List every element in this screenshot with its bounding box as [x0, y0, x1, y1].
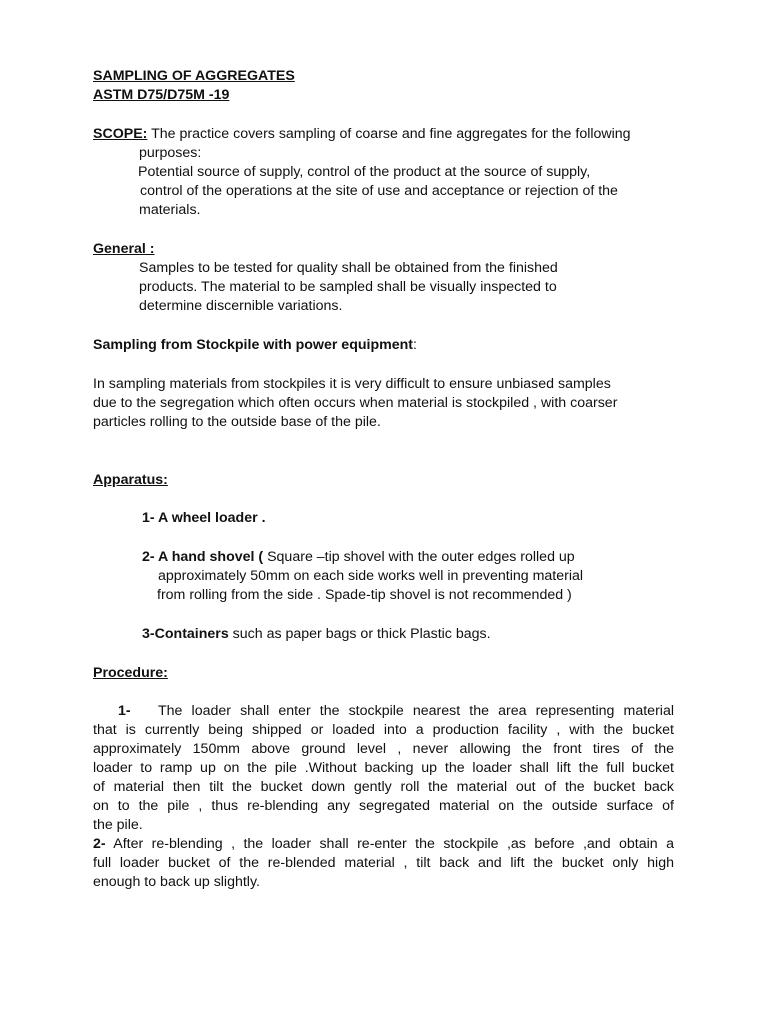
standard-reference: ASTM D75/D75M -19	[93, 87, 230, 103]
apparatus-item-2	[142, 548, 575, 567]
apparatus-item-2-text: from rolling from the side . Spade-tip shovel is not recommended )	[157, 587, 572, 603]
apparatus-item-3-label: 3-Containers	[142, 626, 229, 642]
procedure-step-1-number: 1-	[118, 703, 131, 719]
procedure-step-2-text: full loader bucket of the re-blended material , tilt back and lift the bucket only high	[93, 855, 674, 871]
stockpile-text: In sampling materials from stockpiles it is very difficult to ensure unbiased samples	[93, 376, 611, 392]
procedure-step-2-number: 2-	[93, 836, 106, 852]
procedure-step-1-text: of material then tilt the bucket down gently roll the material out of the bucket back	[93, 779, 674, 795]
apparatus-item-2-label: 2- A hand shovel (	[142, 549, 264, 565]
stockpile-text: due to the segregation which often occurs when material is stockpiled , with coarser	[93, 395, 618, 411]
apparatus-item-3-text: such as paper bags or thick Plastic bags.	[228, 626, 491, 642]
general-heading: General :	[93, 241, 155, 257]
procedure-heading: Procedure:	[93, 665, 168, 681]
scope-text: materials.	[139, 202, 201, 218]
general-text: determine discernible variations.	[139, 298, 343, 314]
general-text: Samples to be tested for quality shall be obtained from the finished	[139, 260, 558, 276]
procedure-step-2-text: enough to back up slightly.	[93, 874, 260, 890]
scope-text: purposes:	[139, 145, 202, 161]
scope-text: The practice covers sampling of coarse and fine aggregates for the following	[147, 126, 631, 142]
general-text: products. The material to be sampled shall be visually inspected to	[139, 279, 557, 295]
procedure-step-1-text: approximately 150mm above ground level , never allowing the front tires of the	[93, 741, 674, 757]
procedure-step-2-text: After re-blending , the loader shall re-enter the stockpile ,as before ,and obtain a	[105, 836, 674, 852]
stockpile-text: particles rolling to the outside base of the pile.	[93, 414, 381, 430]
scope-text: Potential source of supply, control of the product at the source of supply,	[138, 164, 591, 180]
scope-heading: SCOPE:	[93, 126, 148, 142]
scope-text: control of the operations at the site of use and acceptance or rejection of the	[140, 183, 618, 199]
document-title: SAMPLING OF AGGREGATES	[93, 68, 295, 84]
apparatus-item-1: 1- A wheel loader .	[142, 510, 266, 526]
procedure-step-2-first-line	[93, 835, 674, 854]
procedure-step-1-text: the pile.	[93, 817, 143, 833]
stockpile-heading-colon: :	[413, 337, 417, 353]
apparatus-heading: Apparatus:	[93, 472, 168, 488]
apparatus-item-3	[142, 625, 491, 644]
stockpile-heading	[93, 336, 417, 355]
procedure-step-1-text: that is currently being shipped or loaded into a production facility , with the bucket	[93, 722, 674, 738]
scope-first-line	[93, 125, 631, 144]
apparatus-item-2-text: Square –tip shovel with the outer edges rolled up	[263, 549, 575, 565]
procedure-step-1-text: on to the pile , thus re-blending any segregated material on the outside surface of	[93, 798, 674, 814]
procedure-step-1-text: The loader shall enter the stockpile nearest the area representing material	[158, 703, 674, 719]
stockpile-heading-text: Sampling from Stockpile with power equipment	[93, 337, 414, 353]
apparatus-item-2-text: approximately 50mm on each side works well in preventing material	[158, 568, 584, 584]
procedure-step-1-text: loader to ramp up on the pile .Without backing up the loader shall lift the full bucket	[93, 760, 674, 776]
